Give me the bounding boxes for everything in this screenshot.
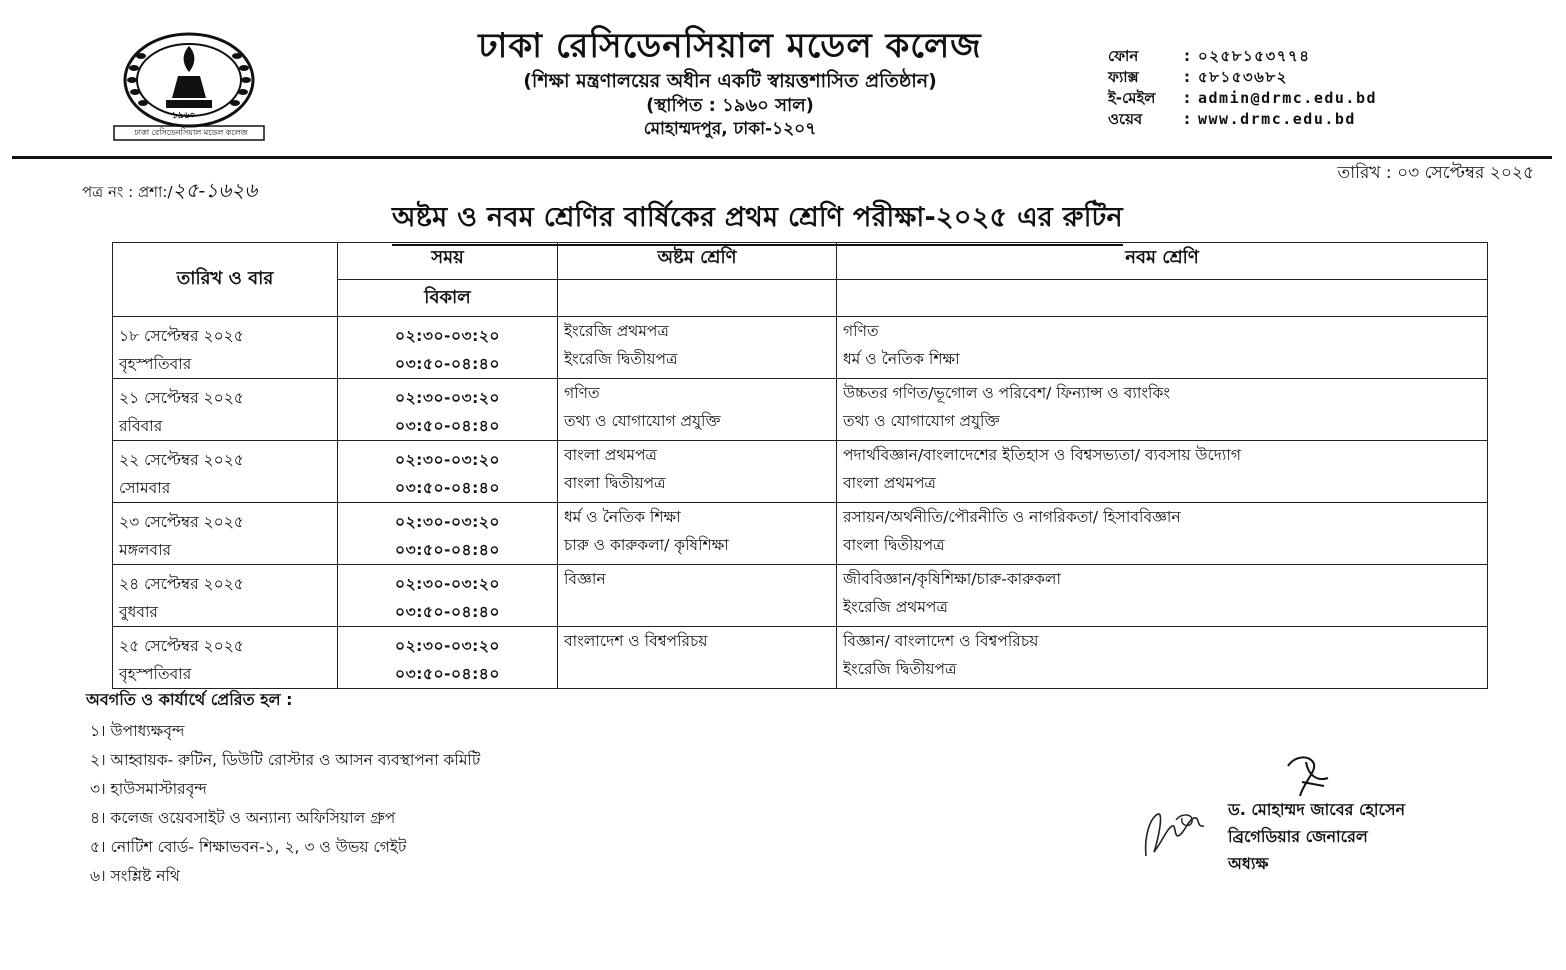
time-cell: ০২:৩০-০৩:২০ ০৩:৫০-০৪:৪০ — [338, 565, 558, 627]
established-year: (স্থাপিত : ১৯৬০ সাল) — [646, 95, 814, 116]
issue-date: তারিখ : ০৩ সেপ্টেম্বর ২০২৫ — [1337, 163, 1534, 183]
header-date-day: তারিখ ও বার — [113, 243, 338, 317]
date-cell: ২৪ সেপ্টেম্বর ২০২৫ বুধবার — [113, 565, 338, 627]
header-divider — [12, 156, 1552, 159]
distribution-title: অবগতি ও কার্যার্থে প্রেরিত হল : — [86, 690, 293, 709]
list-item: ২। আহ্বায়ক- রুটিন, ডিউটি রোস্টার ও আসন ব্যবস্থাপনা কমিটি — [90, 751, 481, 769]
signatory-designation: অধ্যক্ষ — [1228, 854, 1269, 873]
date-cell: ২৫ সেপ্টেম্বর ২০২৫ বৃহস্পতিবার — [113, 627, 338, 689]
class-9-subject-cell: রসায়ন/অর্থনীতি/পৌরনীতি ও নাগরিকতা/ হিসাববিজ্ঞান বাংলা দ্বিতীয়পত্র — [837, 503, 1488, 565]
table-row — [113, 441, 1488, 503]
signatory-name: ড. মোহাম্মদ জাবের হোসেন — [1228, 800, 1406, 819]
contact-web: ওয়েব : www.drmc.edu.bd — [1108, 110, 1356, 128]
contact-info — [1108, 46, 1548, 130]
table-row — [113, 503, 1488, 565]
date-cell: ২১ সেপ্টেম্বর ২০২৫ রবিবার — [113, 379, 338, 441]
college-subtitle: (শিক্ষা মন্ত্রণালয়ের অধীন একটি স্বায়ত্তশাসিত প্রতিষ্ঠান) — [523, 70, 937, 92]
college-address: মোহাম্মদপুর, ঢাকা-১২০৭ — [643, 119, 817, 139]
empty-cell — [558, 280, 837, 317]
class-8-subject-cell: গণিত তথ্য ও যোগাযোগ প্রযুক্তি — [558, 379, 837, 441]
table-row — [113, 379, 1488, 441]
table-row — [113, 317, 1488, 379]
class-8-subject-cell: বিজ্ঞান — [558, 565, 837, 627]
header-class-8: অষ্টম শ্রেণি — [558, 243, 837, 280]
letterhead — [380, 26, 1080, 140]
exam-routine-table — [112, 242, 1488, 689]
class-9-subject-cell: বিজ্ঞান/ বাংলাদেশ ও বিশ্বপরিচয় ইংরেজি দ্বিতীয়পত্র — [837, 627, 1488, 689]
logo-year: ১৯৬০ — [172, 111, 196, 121]
class-9-subject-cell: জীববিজ্ঞান/কৃষিশিক্ষা/চারু-কারুকলা ইংরেজি প্রথমপত্র — [837, 565, 1488, 627]
time-cell: ০২:৩০-০৩:২০ ০৩:৫০-০৪:৪০ — [338, 441, 558, 503]
page-title: অষ্টম ও নবম শ্রেণির বার্ষিকের প্রথম শ্রেণি পরীক্ষা-২০২৫ এর রুটিন — [392, 197, 1123, 246]
list-item: ৪। কলেজ ওয়েবসাইট ও অন্যান্য অফিসিয়াল গ্রুপ — [90, 809, 396, 827]
class-8-subject-cell: ইংরেজি প্রথমপত্র ইংরেজি দ্বিতীয়পত্র — [558, 317, 837, 379]
header-time: সময় — [338, 243, 558, 280]
principal-signature — [1280, 752, 1340, 802]
date-cell: ২২ সেপ্টেম্বর ২০২৫ সোমবার — [113, 441, 338, 503]
class-9-subject-cell: উচ্চতর গণিত/ভূগোল ও পরিবেশ/ ফিন্যান্স ও ব্যাংকিং তথ্য ও যোগাযোগ প্রযুক্তি — [837, 379, 1488, 441]
header-class-9: নবম শ্রেণি — [837, 243, 1488, 280]
list-item: ৩। হাউসমাস্টারবৃন্দ — [90, 780, 207, 798]
logo-banner-text: ঢাকা রেসিডেনসিয়াল মডেল কলেজ — [134, 128, 248, 137]
list-item: ৫। নোটিশ বোর্ড- শিক্ষাভবন-১, ২, ৩ ও উভয় গেইট — [90, 838, 407, 856]
list-item: ১। উপাধ্যক্ষবৃন্দ — [90, 722, 185, 740]
time-cell: ০২:৩০-০৩:২০ ০৩:৫০-০৪:৪০ — [338, 317, 558, 379]
college-name: ঢাকা রেসিডেনসিয়াল মডেল কলেজ — [478, 26, 982, 66]
empty-cell — [837, 280, 1488, 317]
contact-phone: ফোন : ০২৫৮১৫৩৭৭৪ — [1108, 47, 1311, 65]
date-cell: ২৩ সেপ্টেম্বর ২০২৫ মঙ্গলবার — [113, 503, 338, 565]
table-header-row — [113, 243, 1488, 280]
list-item: ৬। সংশ্লিষ্ট নথি — [90, 867, 180, 885]
table-row — [113, 627, 1488, 689]
class-9-subject-cell: গণিত ধর্ম ও নৈতিক শিক্ষা — [837, 317, 1488, 379]
distribution-list — [90, 717, 480, 891]
time-cell: ০২:৩০-০৩:২০ ০৩:৫০-০৪:৪০ — [338, 627, 558, 689]
contact-fax: ফ্যাক্স : ৫৮১৫৩৬৮২ — [1108, 68, 1288, 86]
time-cell: ০২:৩০-০৩:২০ ০৩:৫০-০৪:৪০ — [338, 379, 558, 441]
class-9-subject-cell: পদার্থবিজ্ঞান/বাংলাদেশের ইতিহাস ও বিশ্বসভ্যতা/ ব্যবসায় উদ্যোগ বাংলা প্রথমপত্র — [837, 441, 1488, 503]
memo-number: পত্র নং : প্রশা:/২৫-১৬২৬ — [82, 178, 258, 202]
class-8-subject-cell: বাংলা প্রথমপত্র বাংলা দ্বিতীয়পত্র — [558, 441, 837, 503]
class-8-subject-cell: বাংলাদেশ ও বিশ্বপরিচয় — [558, 627, 837, 689]
table-row — [113, 565, 1488, 627]
time-cell: ০২:৩০-০৩:২০ ০৩:৫০-০৪:৪০ — [338, 503, 558, 565]
shift-label: বিকাল — [338, 280, 558, 317]
signatory-rank: ব্রিগেডিয়ার জেনারেল — [1228, 827, 1368, 846]
date-cell: ১৮ সেপ্টেম্বর ২০২৫ বৃহস্পতিবার — [113, 317, 338, 379]
contact-email: ই-মেইল : admin@drmc.edu.bd — [1108, 89, 1378, 107]
signatory-block — [1228, 796, 1405, 877]
class-8-subject-cell: ধর্ম ও নৈতিক শিক্ষা চারু ও কারুকলা/ কৃষিশিক্ষা — [558, 503, 837, 565]
